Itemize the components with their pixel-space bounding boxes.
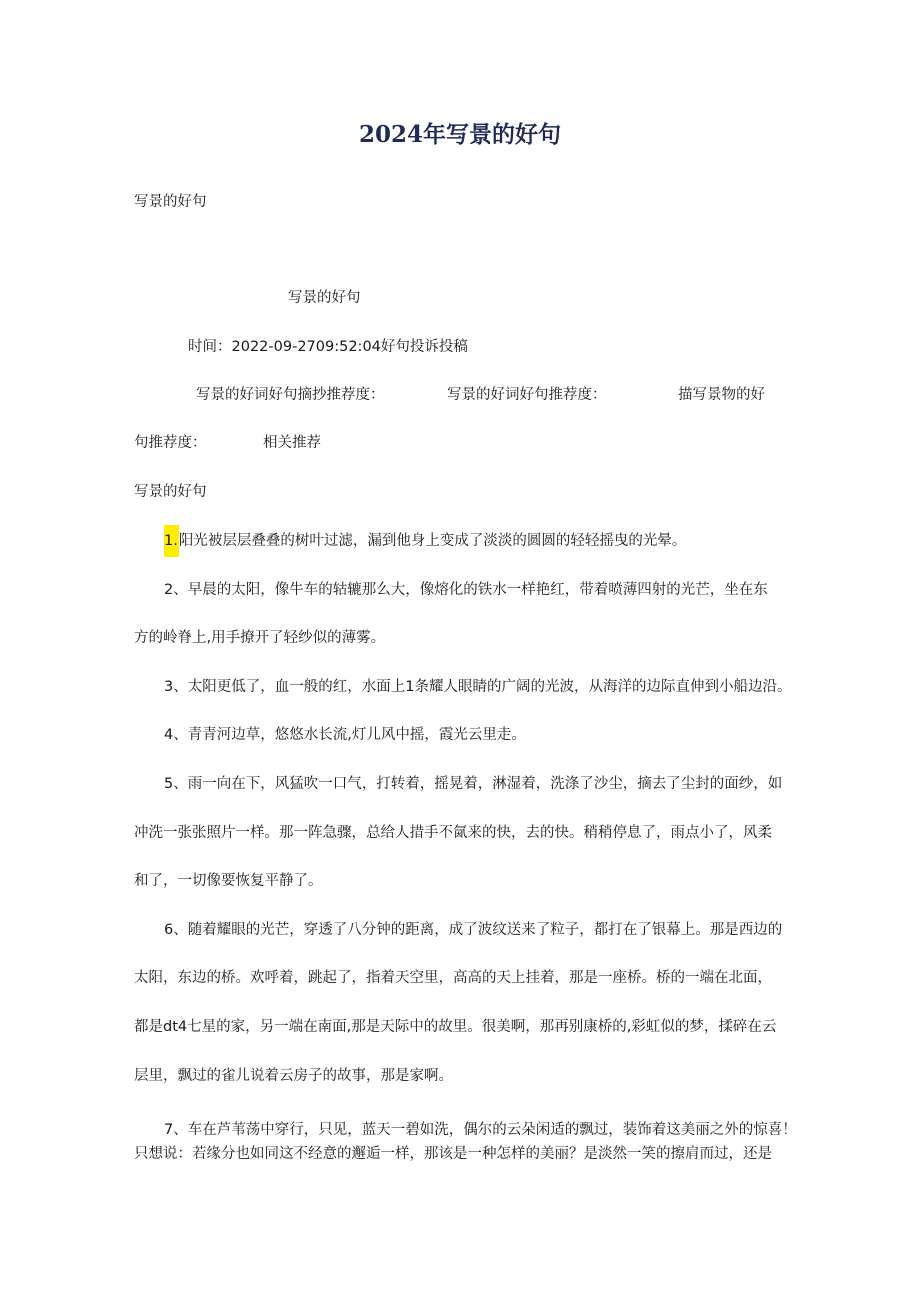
list-item-7-line-2: 只想说：若缘分也如同这不经意的邂逅一样，那该是一种怎样的美丽？是淡然一笑的擦肩而过，还是 [134, 1146, 772, 1162]
list-item-2-line-2: 方的岭脊上,用手撩开了轻纱似的薄雾。 [134, 630, 386, 646]
section-heading: 写景的好句 [134, 484, 207, 500]
article-title: 写景的好句 [288, 290, 361, 306]
list-item-6-line-1: 6、随着耀眼的光芒，穿透了八分钟的距离，成了波纹送来了粒子，都打在了银幕上。那是西边的 [164, 922, 783, 938]
recommend-item-3-cont: 句推荐度： [134, 435, 207, 451]
article-meta: 时间：2022-09-2709:52:04好句投诉投稿 [188, 339, 468, 355]
list-item-6-line-4: 层里，飘过的雀儿说着云房子的故事，那是家啊。 [134, 1068, 453, 1084]
list-item-4-line-1: 4、青青河边草，悠悠水长流,灯儿风中摇，霞光云里走。 [164, 727, 526, 743]
document-title: 2024年写景的好句 [358, 121, 561, 148]
list-item-1-text: 阳光被层层叠叠的树叶过滤，漏到他身上变成了淡淡的圆圆的轻轻摇曳的光晕。 [178, 533, 687, 549]
list-item-3-line-1: 3、太阳更低了，血一般的红，水面上1条耀人眼睛的广阔的光波，从海洋的边际直伸到小船边沿。 [164, 679, 792, 695]
highlight-marker: 1. [164, 525, 179, 557]
list-item-6-line-2: 太阳，东边的桥。欢呼着，跳起了，指着天空里，高高的天上挂着，那是一座桥。桥的一端在北面， [134, 970, 772, 986]
list-item-5-line-2: 冲洗一张张照片一样。那一阵急骤，总给人措手不氤来的快，去的快。稍稍停息了，雨点小了，风柔 [134, 825, 772, 841]
list-item-6-line-3: 都是dt4七星的家，另一端在南面,那是天际中的故里。很美啊，那再别康桥的,彩虹似的梦，揉碎在云 [134, 1019, 777, 1035]
list-item-5-line-3: 和了，一切像要恢复平静了。 [134, 873, 323, 889]
list-item-5-line-1: 5、雨一向在下，风猛吹一口气，打转着，摇晃着，淋湿着，洗涤了沙尘，摘去了尘封的面纱，如 [164, 776, 783, 792]
recommend-item-2[interactable]: 写景的好词好句推荐度： [447, 387, 607, 403]
subtitle: 写景的好句 [134, 194, 207, 210]
recommend-item-1[interactable]: 写景的好词好句摘抄推荐度： [196, 387, 385, 403]
list-item-7-line-1: 7、车在芦苇荡中穿行，只见，蓝天一碧如洗，偶尔的云朵闲适的飘过，装饰着这美丽之外的惊喜！ [164, 1122, 797, 1138]
related-recommend-link[interactable]: 相关推荐 [263, 435, 321, 451]
recommend-item-3[interactable]: 描写景物的好 [678, 387, 765, 403]
list-item-2-line-1: 2、早晨的太阳，像牛车的轱辘那么大，像熔化的铁水一样艳红，带着喷薄四射的光芒，坐在东 [164, 582, 768, 598]
list-item-1 [164, 531, 686, 551]
